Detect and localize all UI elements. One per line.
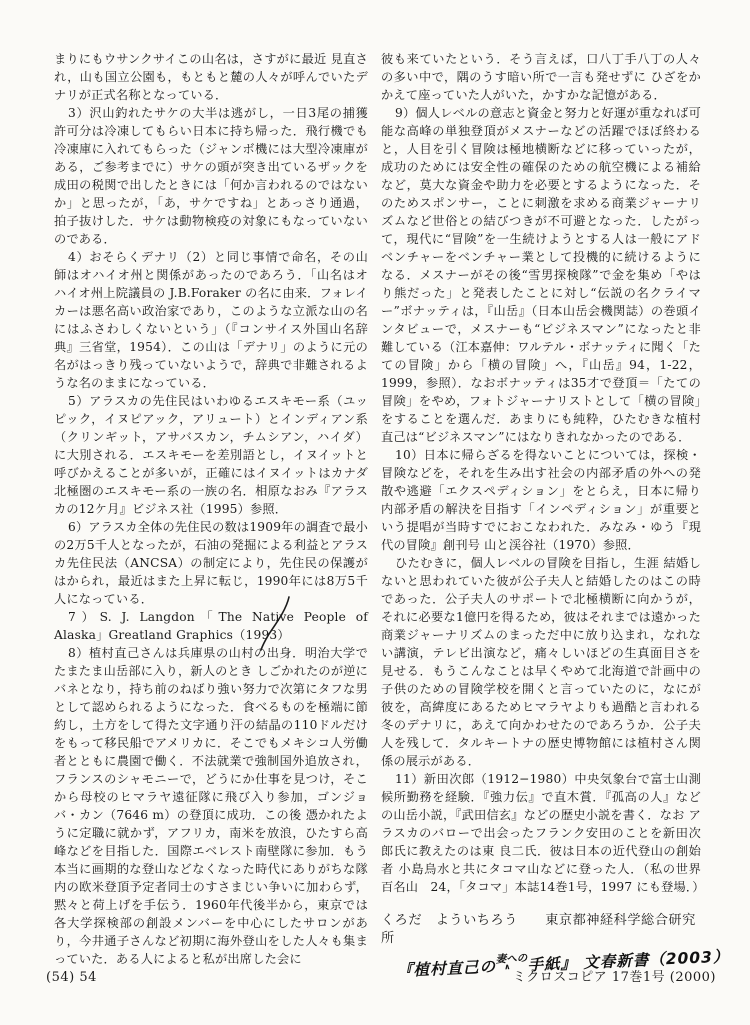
page-footer — [46, 966, 716, 985]
page-number: (54) 54 — [46, 970, 97, 985]
endnote-10-continued: ひたむきに，個人レベルの冒険を目指し，生涯 結婚しないと思われていた彼が公子夫人と結婚したのはこの時であった．公子夫人のサポートで北極横断に向かうが，それに必要な1億円を得るため，彼はそれまでは遠かった商業ジャーナリズムのまっただ中に放り込まれ，なれない講演，テレビ出演など，痛々しいほどの生真面目さを見せる．もうこんなことは早くやめて北海道で計画中の子供のための冒険学校を開くと言っていたのに，なにが彼を，高緯度にあるためヒマラヤよりも過酷と言われる冬のデナリに，あえて向かわせたのであろうか．公子夫人を残して．タルキートナの歴史博物館には植村さん関係の展示がある． — [381, 556, 701, 768]
endnote-4: 4）おそらくデナリ（2）と同じ事情で命名，その山師はオハイオ州と関係があったのであろう．「山名はオハイオ州上院議員の J.B.Foraker の名に由来．フォレイカーは悪名高い政治家であり，このような立派な山の名にはふさわしくないという」（『コンサイス外国山名辞典』三省堂，1954）．この山は「デナリ」のように元の名がはっきり残っていないようで，辞典で非難されるような名のままになっている． — [54, 250, 368, 390]
paragraph-continuation: 彼も来ていたという．そう言えば，口八丁手八丁の人々の多い中で，隅のうす暗い所で一言も発せずに ひざをかかえて座っていた人がいた，かすかな記憶がある． — [381, 52, 701, 102]
author-affiliation-line: くろだ よういちろう 東京都神経科学総合研究所 — [381, 913, 696, 946]
paragraph-continuation: まりにもウサンクサイこの山名は，さすがに最近 見直され，山も国立公園も，もともと麓の人々が呼んでいたデナリが正式名称となっている． — [54, 52, 368, 102]
endnote-8: 8）植村直己さんは兵庫県の山村の出身．明治大学で たまたま山岳部に入り，新人のとき しごかれたのが逆にバネとなり，持ち前のねばり強い努力で次第にタフな男として認められるようになった．食べるものを極端に節約し，土方をして得た文字通り汗の結晶の110ドルだけをもって移民船でアメリカに．そこでもメキシコ人労働者とともに農園で働く．不法就業で強制国外追放され，フランスのシャモニーで，どうにか仕事を見つけ，そこから母校のヒマラヤ遠征隊に飛び入り参加，ゴンジョバ・カン（7646 m）の登頂に成功．この後 憑かれたように定職に就かず，アフリカ，南米を放浪，ひたすら高峰などを目指した．国際エベレスト南壁隊に参加．もう本当に画期的な登山などなくなった時代にありがちな隊内の欧米登頂予定者同士のすさまじい争いに加わらず，黙々と荷上げを手伝う．1960年代後半から，東京では各大学探検部の創設メンバーを中心にしたサロンがあり，今井通子さんなど初期に海外登山をした人々も集まっていた．ある人によると私が出席した会に — [54, 646, 368, 966]
handwritten-insertion: $^{妻への}$ ∧ — [495, 952, 527, 965]
handwritten-text-before: 『植村直己の — [396, 957, 497, 980]
left-column — [54, 50, 368, 968]
endnote-9: 9）個人レベルの意志と資金と努力と好運が重なれば可能な高峰の単独登頂がメスナーなどの活躍でほぼ終わると，人目を引く冒険は極地横断などに移っていったが，成功のためには安全性の確保のための航空機による補給など，莫大な資金や助力を必要とするようになった．そのためスポンサー，ことに刺激を求める商業ジャーナリズムなど世俗との結びつきが不可避となった．したがって，現代に“冒険”を一生続けようとする人は一般にアドベンチャーをベンチャー業として投機的に続けるようになる．メスナーがその後“雪男探検隊”で金を集め「やはり熊だった」と発表したことに対し“伝説の名クライマー”ボナッティは，『山岳』（日本山岳会機関誌）の巻頭インタビューで，メスナーも“ビジネスマン”になったと非難している（江本嘉伸：ワルテル・ボナッティに聞く「たての冒険」から「横の冒険」へ，『山岳』94，1-22，1999，参照）．なおボナッティは35才で登頂＝「たての冒険」をやめ，フォトジャーナリストとして「横の冒険」をすることを選んだ．あまりにも純粋，ひたむきな植村直己は“ビジネスマン”にはなりきれなかったのである． — [381, 106, 701, 444]
endnote-10: 10）日本に帰らざるを得ないことについては，探検・冒険などを，それを生み出す社会の内部矛盾の外への発散や逃避「エクスペディション」をとらえ，日本に帰り内部矛盾の解決を目指す「インペディション」が重要という提唱が当時すでにおこなわれた．みなみ・ゆう『現代の冒険』創刊号 山と渓谷社（1970）参照． — [381, 448, 701, 552]
journal-citation: ミクロスコピア 17巻1号 (2000) — [512, 970, 716, 985]
endnote-6: 6）アラスカ全体の先住民の数は1909年の調査で最小の2万5千人となったが，石油の発掘による利益とアラスカ先住民法（ANCSA）の制定により，先住民の保護がはかられ，最近はまた上昇に転じ，1990年には8万5千人になっている． — [54, 520, 368, 606]
right-column — [381, 50, 730, 981]
endnote-11: 11）新田次郎（1912−1980）中央気象台で富士山測候所勤務を経験．『強力伝』で直木賞．『孤高の人』などの山岳小説，『武田信玄』などの歴史小説を書く．なお アラスカのバローで出会ったフランク安田のことを新田次郎氏に教えたのは東 良二氏．彼は日本の近代登山の創始者 小島烏水と共にタコマ山などに登った人．（私の世界百名山 24，「タコマ」本誌14巻1号，1997 にも登場．） — [381, 772, 705, 894]
endnote-3: 3）沢山釣れたサケの大半は逃がし，一日3尾の捕獲許可分は冷凍してもらい日本に持ち帰った．飛行機でも冷凍庫に入れてもらった（ジャンボ機には大型冷凍庫がある，ご参考までに）サケの頭が突き出ているザックを成田の税関で出したときには「何か言われるのではないか」と思ったが，「あ，サケですね」とあっさり通過，拍子抜けした．サケは動物検疫の対象にもなっていないのである． — [54, 106, 368, 246]
endnote-7: 7）S. J. Langdon「The Native People of Alaska」Greatland Graphics（1993） — [54, 610, 368, 642]
handwritten-text-after: 手紙』 文春新書（2003） — [527, 947, 730, 975]
endnote-5: 5）アラスカの先住民はいわゆるエスキモー系（ユッピック，イヌピアック，アリュート）とインディアン系（クリンギット，アサバスカン，チムシアン，ハイダ）に大別される．エスキモーを差別語とし，イヌイットと呼びかえることが多いが，正確にはイヌイットはカナダ北極圏のエスキモー系の一族の名．相原なおみ『アラスカの12ケ月』ビジネス社（1995）参照． — [54, 394, 368, 516]
